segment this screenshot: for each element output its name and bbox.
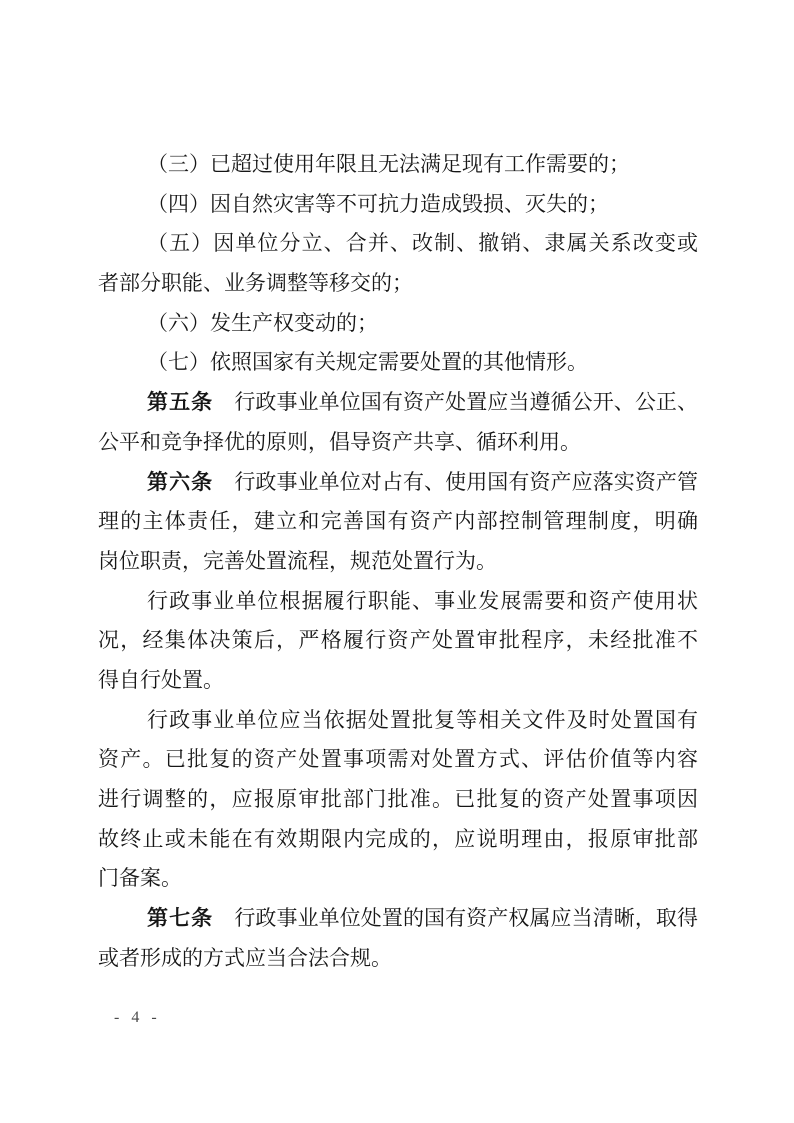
clause-item-3: （三）已超过使用年限且无法满足现有工作需要的； (147, 152, 630, 176)
clause-item-6: （六）发生产权变动的； (147, 310, 378, 335)
clause-item-5-line-2: 者部分职能、业务调整等移交的； (98, 271, 413, 296)
article-6-para-3-line-5: 门备案。 (98, 866, 182, 891)
article-5-line-1 (98, 383, 698, 423)
article-6-line-2: 理的主体责任，建立和完善国有资产内部控制管理制度，明确 (98, 509, 698, 534)
document-body (98, 145, 698, 978)
article-7-text: 行政事业单位处置的国有资产权属应当清晰，取得 (213, 906, 699, 931)
clause-item-4: （四）因自然灾害等不可抗力造成毁损、灭失的； (147, 191, 609, 216)
article-6-para-3-line-3: 进行调整的，应报原审批部门批准。已批复的资产处置事项因 (98, 787, 698, 811)
article-6-label: 第六条 (147, 470, 214, 494)
article-7-line-2: 或者形成的方式应当合法合规。 (98, 945, 392, 970)
article-6-para-2-line-1: 行政事业单位根据履行职能、事业发展需要和资产使用状 (147, 588, 698, 613)
article-5-text: 行政事业单位国有资产处置应当遵循公开、公正、 (213, 390, 699, 415)
article-6-text: 行政事业单位对占有、使用国有资产应落实资产管 (213, 469, 699, 494)
article-6-para-3-line-2: 资产。已批复的资产处置事项需对处置方式、评估价值等内容 (98, 747, 698, 772)
article-7-label: 第七条 (147, 907, 214, 931)
clause-item-5-line-1: （五）因单位分立、合并、改制、撤销、隶属关系改变或 (147, 231, 698, 256)
article-6-line-3: 岗位职责，完善处置流程，规范处置行为。 (98, 548, 497, 573)
article-5-label: 第五条 (147, 391, 214, 415)
article-6-para-3-line-1: 行政事业单位应当依据处置批复等相关文件及时处置国有 (147, 707, 698, 732)
article-6-para-3-line-4: 故终止或未能在有效期限内完成的，应说明理由，报原审批部 (98, 826, 698, 851)
page-number: - 4 - (114, 1009, 161, 1026)
article-6-line-1 (98, 463, 698, 503)
article-6-para-2-line-2: 况，经集体决策后，严格履行资产处置审批程序，未经批准不 (98, 628, 698, 653)
clause-item-7: （七）依照国家有关规定需要处置的其他情形。 (147, 350, 588, 375)
article-7-line-1 (98, 899, 698, 939)
article-6-para-2-line-3: 得自行处置。 (98, 667, 224, 692)
article-5-line-2: 公平和竞争择优的原则，倡导资产共享、循环利用。 (98, 429, 581, 454)
